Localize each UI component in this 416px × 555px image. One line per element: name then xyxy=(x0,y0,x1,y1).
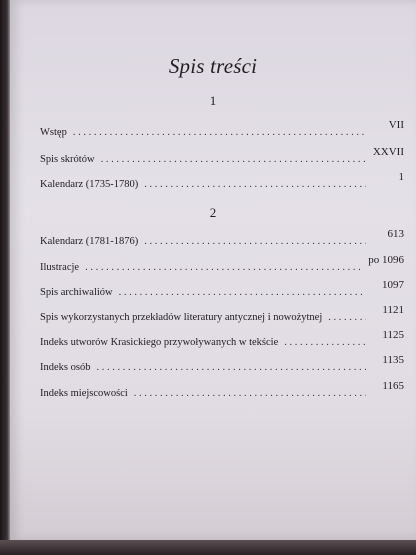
toc-entry-page: 613 xyxy=(387,228,404,240)
toc-entry-label: Spis wykorzystanych przekładów literatury antycznej i nowożytnej xyxy=(40,312,323,323)
toc-entry-label: Spis archiwaliów xyxy=(40,287,113,298)
toc-entry-label: Kalendarz (1735-1780) xyxy=(40,179,139,190)
toc-entry xyxy=(40,304,404,323)
toc-entry-label: Kalendarz (1781-1876) xyxy=(40,236,139,247)
toc-entry xyxy=(40,119,404,138)
toc-entry-page: 1135 xyxy=(382,354,404,366)
dot-leader xyxy=(119,287,366,298)
toc-entry xyxy=(40,146,404,165)
toc-entry-label: Indeks utworów Krasickiego przywoływanych w tekście xyxy=(40,337,279,348)
volume-2-heading: 2 xyxy=(209,205,217,220)
toc-entry-page: 1 xyxy=(398,171,404,183)
dot-leader xyxy=(284,337,366,348)
toc-entry-page: XXVII xyxy=(372,146,404,158)
toc-entry xyxy=(40,171,404,190)
page-title: Spis treści xyxy=(168,54,258,78)
toc-entry-page: 1165 xyxy=(382,380,404,392)
toc-entry-page: VII xyxy=(388,119,404,131)
toc-entry-page: 1097 xyxy=(382,279,404,291)
dot-leader xyxy=(73,127,366,138)
toc-entry-label: Indeks miejscowości xyxy=(40,388,128,399)
toc-entry-label: Wstęp xyxy=(40,127,67,138)
page-edge-shadow xyxy=(0,540,416,555)
toc-entry-label: Ilustracje xyxy=(40,262,80,273)
dot-leader xyxy=(85,262,362,273)
book-page xyxy=(10,0,416,540)
toc-entry-page: po 1096 xyxy=(368,254,404,266)
toc-entry-label: Spis skrótów xyxy=(40,154,95,165)
toc-entry-label: Indeks osób xyxy=(40,362,91,373)
toc-entry-page: 1121 xyxy=(382,304,404,316)
toc-entry-page: 1125 xyxy=(382,329,404,341)
toc-entry xyxy=(40,279,404,298)
dot-leader xyxy=(134,388,366,399)
toc-entry xyxy=(40,254,404,273)
toc-entry xyxy=(40,228,404,247)
dot-leader xyxy=(144,179,366,190)
dot-leader xyxy=(96,362,366,373)
toc-entry xyxy=(40,380,404,399)
volume-1-heading: 1 xyxy=(209,93,217,108)
toc-entry xyxy=(40,354,404,373)
toc-entry xyxy=(40,329,404,348)
dot-leader xyxy=(328,312,366,323)
dot-leader xyxy=(144,236,366,247)
dot-leader xyxy=(101,154,366,165)
